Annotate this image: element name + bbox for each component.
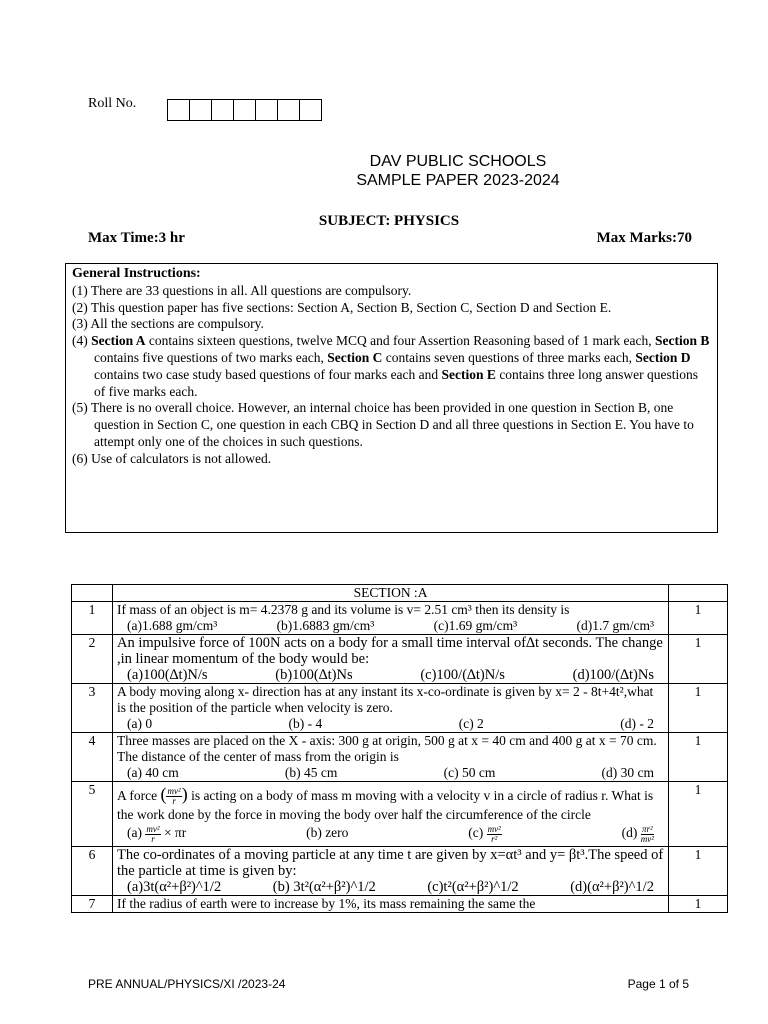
- school-name: DAV PUBLIC SCHOOLS: [369, 153, 547, 170]
- option: (b)100(∆t)Ns: [275, 667, 353, 683]
- option: (b) 45 cm: [284, 765, 338, 780]
- roll-number-label: Roll No.: [88, 96, 137, 111]
- instruction-item: (1) There are 33 questions in all. All questions are compulsory.: [72, 282, 412, 298]
- question-number: 7: [72, 895, 113, 912]
- question-marks: 1: [669, 895, 728, 912]
- instruction-item-4: (4) Section A contains sixteen questions, twelve MCQ and four Assertion Reasoning based of 1 mark each, Section B contains five questions of two marks each, Section C contains seven questions of three marks each, Section D contains two case study based questions of four marks each and Section E contains three long answer questions of five marks each.: [72, 333, 710, 399]
- options: [117, 667, 664, 683]
- option: (c) 2: [458, 716, 484, 731]
- question-text: If mass of an object is m= 4.2378 g and its volume is v= 2.51 cm³ then its density is: [117, 602, 570, 617]
- option: (b) 3t²(α²+β²)^1/2: [272, 878, 376, 895]
- option: (d)(α²+β²)^1/2: [570, 878, 654, 895]
- question-number: 1: [72, 602, 113, 635]
- instruction-item: (5) There is no overall choice. However, an internal choice has been provided in one question in Section B, one question in Section C, one question in each CBQ in Section D and all three questions in Section E. You have to attempt only one of the choices in such questions.: [72, 400, 694, 449]
- roll-box: [234, 100, 256, 120]
- question-marks: 1: [669, 846, 728, 895]
- question-text: A force ( $\frac{\text{mv²}}{r}$) is acting on a body of mass m moving with a velocity v in a circle of radius r. What is the work done by the force in moving the body over half the circumference of the circle: [117, 784, 654, 823]
- options: [117, 879, 664, 895]
- question-text: An impulsive force of 100N acts on a body for a small time interval of∆t seconds. The change ,in linear momentum of the body would be:: [117, 635, 663, 667]
- question-text: If the radius of earth were to increase by 1%, its mass remaining the same the: [113, 895, 669, 912]
- option: (c)t²(α²+β²)^1/2: [427, 878, 519, 895]
- instruction-item: (6) Use of calculators is not allowed.: [72, 450, 272, 466]
- roll-box: [190, 100, 212, 120]
- question-cell: [113, 782, 669, 847]
- paper-name: SAMPLE PAPER 2023-2024: [356, 172, 560, 189]
- max-marks: Max Marks:70: [596, 230, 692, 246]
- table-row: [72, 846, 728, 895]
- table-row: [72, 895, 728, 912]
- option: (c)1.69 gm/cm³: [433, 618, 518, 633]
- option: (c) $\frac{\text{mv²}}{\text{r²}}$: [468, 823, 501, 844]
- option: (b) zero: [306, 825, 349, 841]
- option: (c) 50 cm: [443, 765, 496, 780]
- question-text: A body moving along x- direction has at any instant its x-co-ordinate is given by x= 2 - 8t+4t²,what is the position of the particle when velocity is zero.: [117, 684, 654, 715]
- question-cell: [113, 635, 669, 684]
- options: [117, 716, 664, 732]
- footer-code: PRE ANNUAL/PHYSICS/XI /2023-24: [88, 977, 286, 991]
- question-text: Three masses are placed on the X - axis: 300 g at origin, 500 g at x = 40 cm and 400 g at x = 70 cm. The distance of the center of mass from the origin is: [117, 733, 657, 764]
- option: (a) $\frac{\text{mv²}}{r} \times \pi r$: [127, 823, 187, 844]
- table-row: [72, 585, 728, 602]
- options: [117, 765, 664, 781]
- question-cell: [113, 846, 669, 895]
- question-cell: [113, 602, 669, 635]
- section-a-table: [71, 584, 728, 913]
- roll-box: [256, 100, 278, 120]
- question-number: 6: [72, 846, 113, 895]
- option: (d)100/(∆t)Ns: [572, 667, 654, 683]
- option: (d) - 2: [620, 716, 654, 731]
- option: (a) 40 cm: [127, 765, 179, 780]
- option: (b) - 4: [288, 716, 323, 731]
- option: (a)1.688 gm/cm³: [127, 618, 218, 633]
- roll-box: [168, 100, 190, 120]
- roll-number-boxes: [167, 99, 322, 121]
- question-marks: 1: [669, 602, 728, 635]
- option: (d) 30 cm: [601, 765, 654, 780]
- roll-box: [278, 100, 300, 120]
- instructions-title: General Instructions:: [72, 266, 201, 281]
- option: (c)100/(∆t)N/s: [420, 667, 505, 683]
- instruction-item: (2) This question paper has five sections: Section A, Section B, Section C, Section D and Section E.: [72, 299, 612, 315]
- table-row: [72, 602, 728, 635]
- instruction-item: (3) All the sections are compulsory.: [72, 316, 264, 332]
- option: (a)100(∆t)N/s: [127, 667, 208, 683]
- subject-title: SUBJECT: PHYSICS: [318, 213, 460, 229]
- question-marks: 1: [669, 782, 728, 847]
- roll-box: [300, 100, 321, 120]
- option: (a)3t(α²+β²)^1/2: [127, 878, 222, 895]
- table-row: [72, 635, 728, 684]
- option: (d) $\frac{\text{πr²}}{\text{mv²}}$: [621, 823, 654, 844]
- options: [117, 824, 664, 845]
- question-number: 2: [72, 635, 113, 684]
- general-instructions: [65, 263, 718, 533]
- option: (a) 0: [127, 716, 153, 731]
- table-row: [72, 733, 728, 782]
- question-marks: 1: [669, 635, 728, 684]
- question-text: The co-ordinates of a moving particle at any time t are given by x=αt³ and y= βt³.The speed of the particle at time is given by:: [117, 846, 664, 879]
- option: (d)1.7 gm/cm³: [576, 618, 654, 633]
- page-number: Page 1 of 5: [627, 977, 689, 991]
- question-number: 5: [72, 782, 113, 847]
- question-number: 3: [72, 684, 113, 733]
- option: (b)1.6883 gm/cm³: [276, 618, 375, 633]
- school-heading: [0, 152, 768, 190]
- question-cell: [113, 684, 669, 733]
- table-row: [72, 782, 728, 847]
- question-marks: 1: [669, 684, 728, 733]
- options: [117, 618, 664, 634]
- section-title: SECTION :A: [113, 585, 669, 602]
- roll-box: [212, 100, 234, 120]
- force-fraction: $\frac{\text{mv²}}{r}$: [167, 786, 181, 807]
- question-cell: [113, 733, 669, 782]
- question-number: 4: [72, 733, 113, 782]
- max-time: Max Time:3 hr: [88, 230, 185, 246]
- table-row: [72, 684, 728, 733]
- question-marks: 1: [669, 733, 728, 782]
